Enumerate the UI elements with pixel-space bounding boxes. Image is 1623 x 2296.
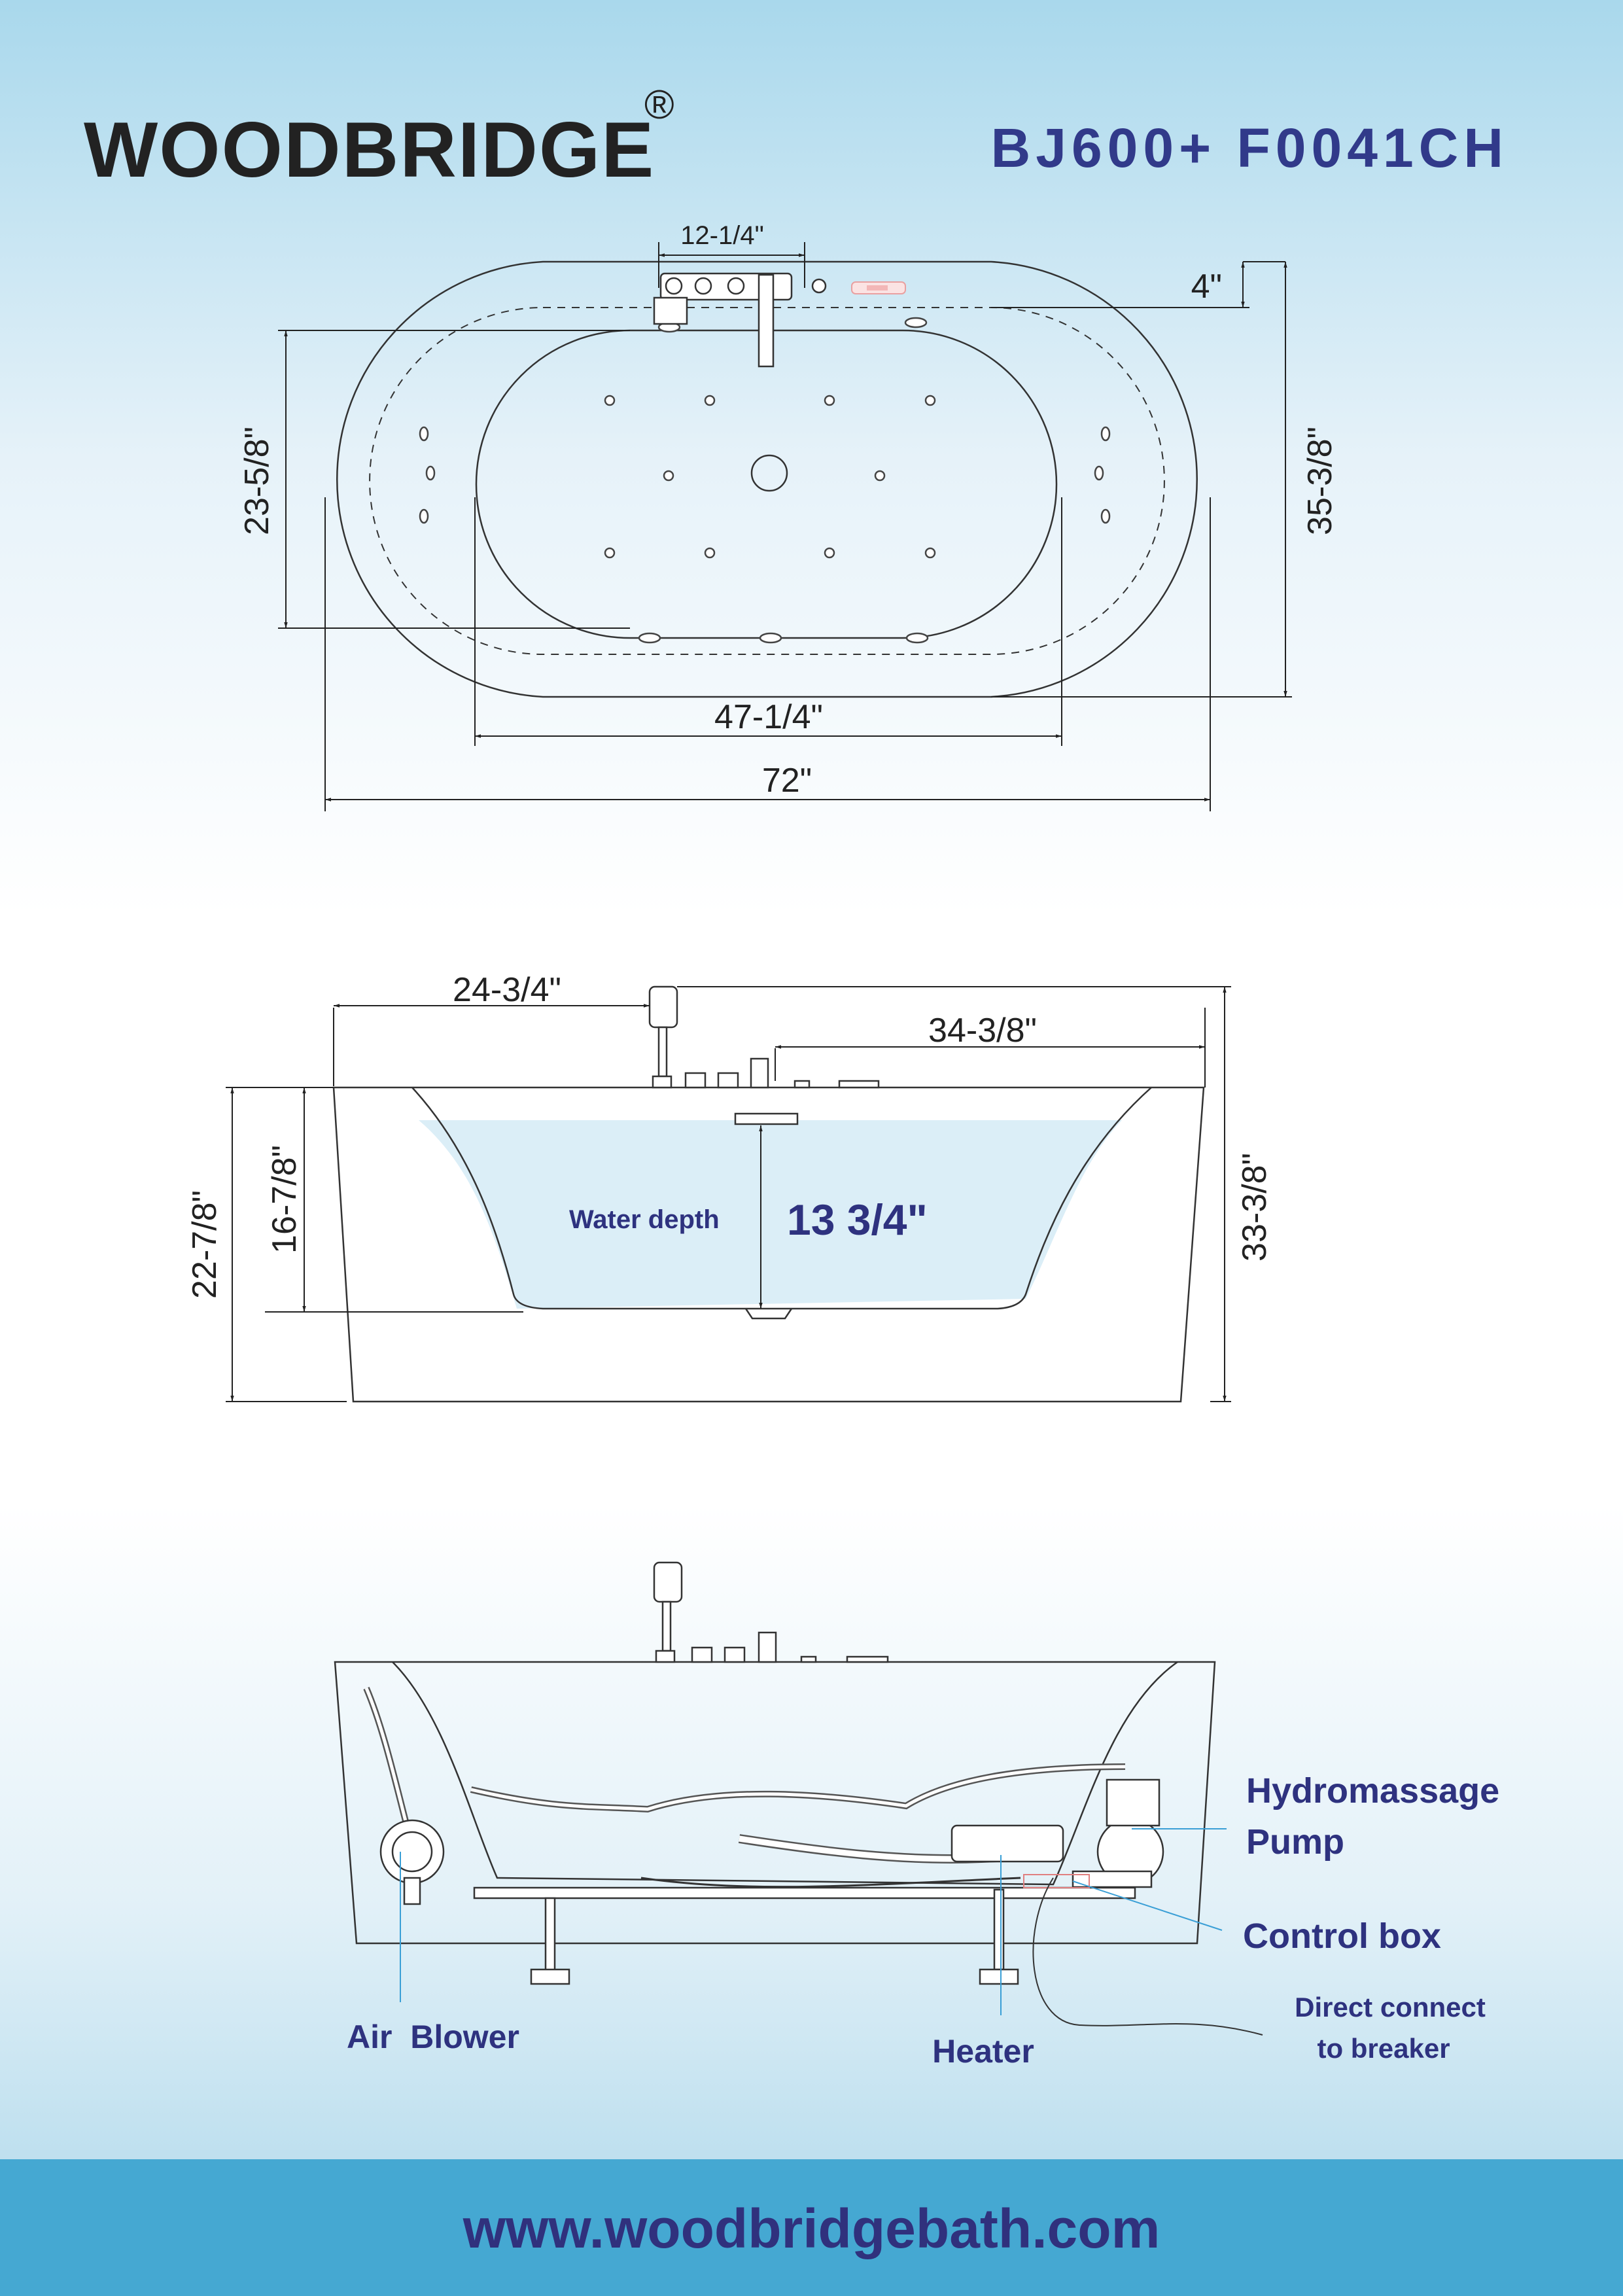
breaker-label-line2: to breaker [1317, 2033, 1450, 2064]
top-view [337, 262, 1197, 697]
overflow-icon [735, 1114, 797, 1124]
dim-inner-width: 23-5/8" [238, 427, 276, 535]
website-link[interactable]: www.woodbridgebath.com [462, 2198, 1161, 2259]
dim-faucet-width: 12-1/4" [680, 221, 764, 250]
air-blower-label: Air Blower [347, 2019, 519, 2055]
dim-rim-width: 4" [1191, 268, 1222, 306]
breaker-label-line1: Direct connect [1295, 1992, 1486, 2022]
base-frame [474, 1888, 1135, 1898]
air-blower-icon [381, 1820, 444, 1904]
registered-mark: ® [644, 82, 674, 128]
dim-overall-width: 35-3/8" [1301, 427, 1339, 535]
tub-body-outline [335, 1662, 1215, 1943]
hydromassage-pump-icon [1073, 1780, 1163, 1887]
water-depth-label: Water depth [569, 1205, 720, 1234]
model-number: BJ600+ F0041CH [990, 117, 1509, 179]
water-fill [419, 1120, 1122, 1309]
dim-overall-length: 72" [761, 762, 812, 800]
pump-label-line1: Hydromassage [1246, 1771, 1500, 1810]
dim-faucet-offset: 24-3/4" [453, 971, 561, 1009]
dim-interior-depth: 16-7/8" [266, 1145, 304, 1254]
water-depth-value: 13 3/4" [787, 1195, 928, 1244]
drain-icon [752, 455, 787, 491]
control-panel-icon [852, 282, 905, 294]
power-cable [1033, 1878, 1263, 2035]
side-faucet-icon [650, 987, 879, 1087]
footer-bar [0, 2159, 1623, 2296]
pump-label-line2: Pump [1246, 1822, 1345, 1862]
dim-inner-length: 47-1/4" [714, 698, 823, 736]
dim-overall-height: 22-7/8" [186, 1190, 224, 1299]
dim-faucet-height: 33-3/8" [1236, 1153, 1274, 1262]
heater-icon [952, 1826, 1063, 1862]
brand-logo: WOODBRIDGE [84, 106, 655, 194]
side-faucet-icon [654, 1563, 888, 1662]
side-view [334, 987, 1204, 1402]
tub-inner-basin [476, 330, 1056, 638]
drain-fitting [746, 1309, 792, 1318]
faucet-deck-icon [654, 274, 826, 366]
heater-label: Heater [932, 2033, 1034, 2070]
support-legs [531, 1890, 1018, 1984]
dim-right-offset: 34-3/8" [928, 1012, 1037, 1050]
components-view [335, 1563, 1263, 2035]
control-box-label: Control box [1243, 1916, 1441, 1956]
